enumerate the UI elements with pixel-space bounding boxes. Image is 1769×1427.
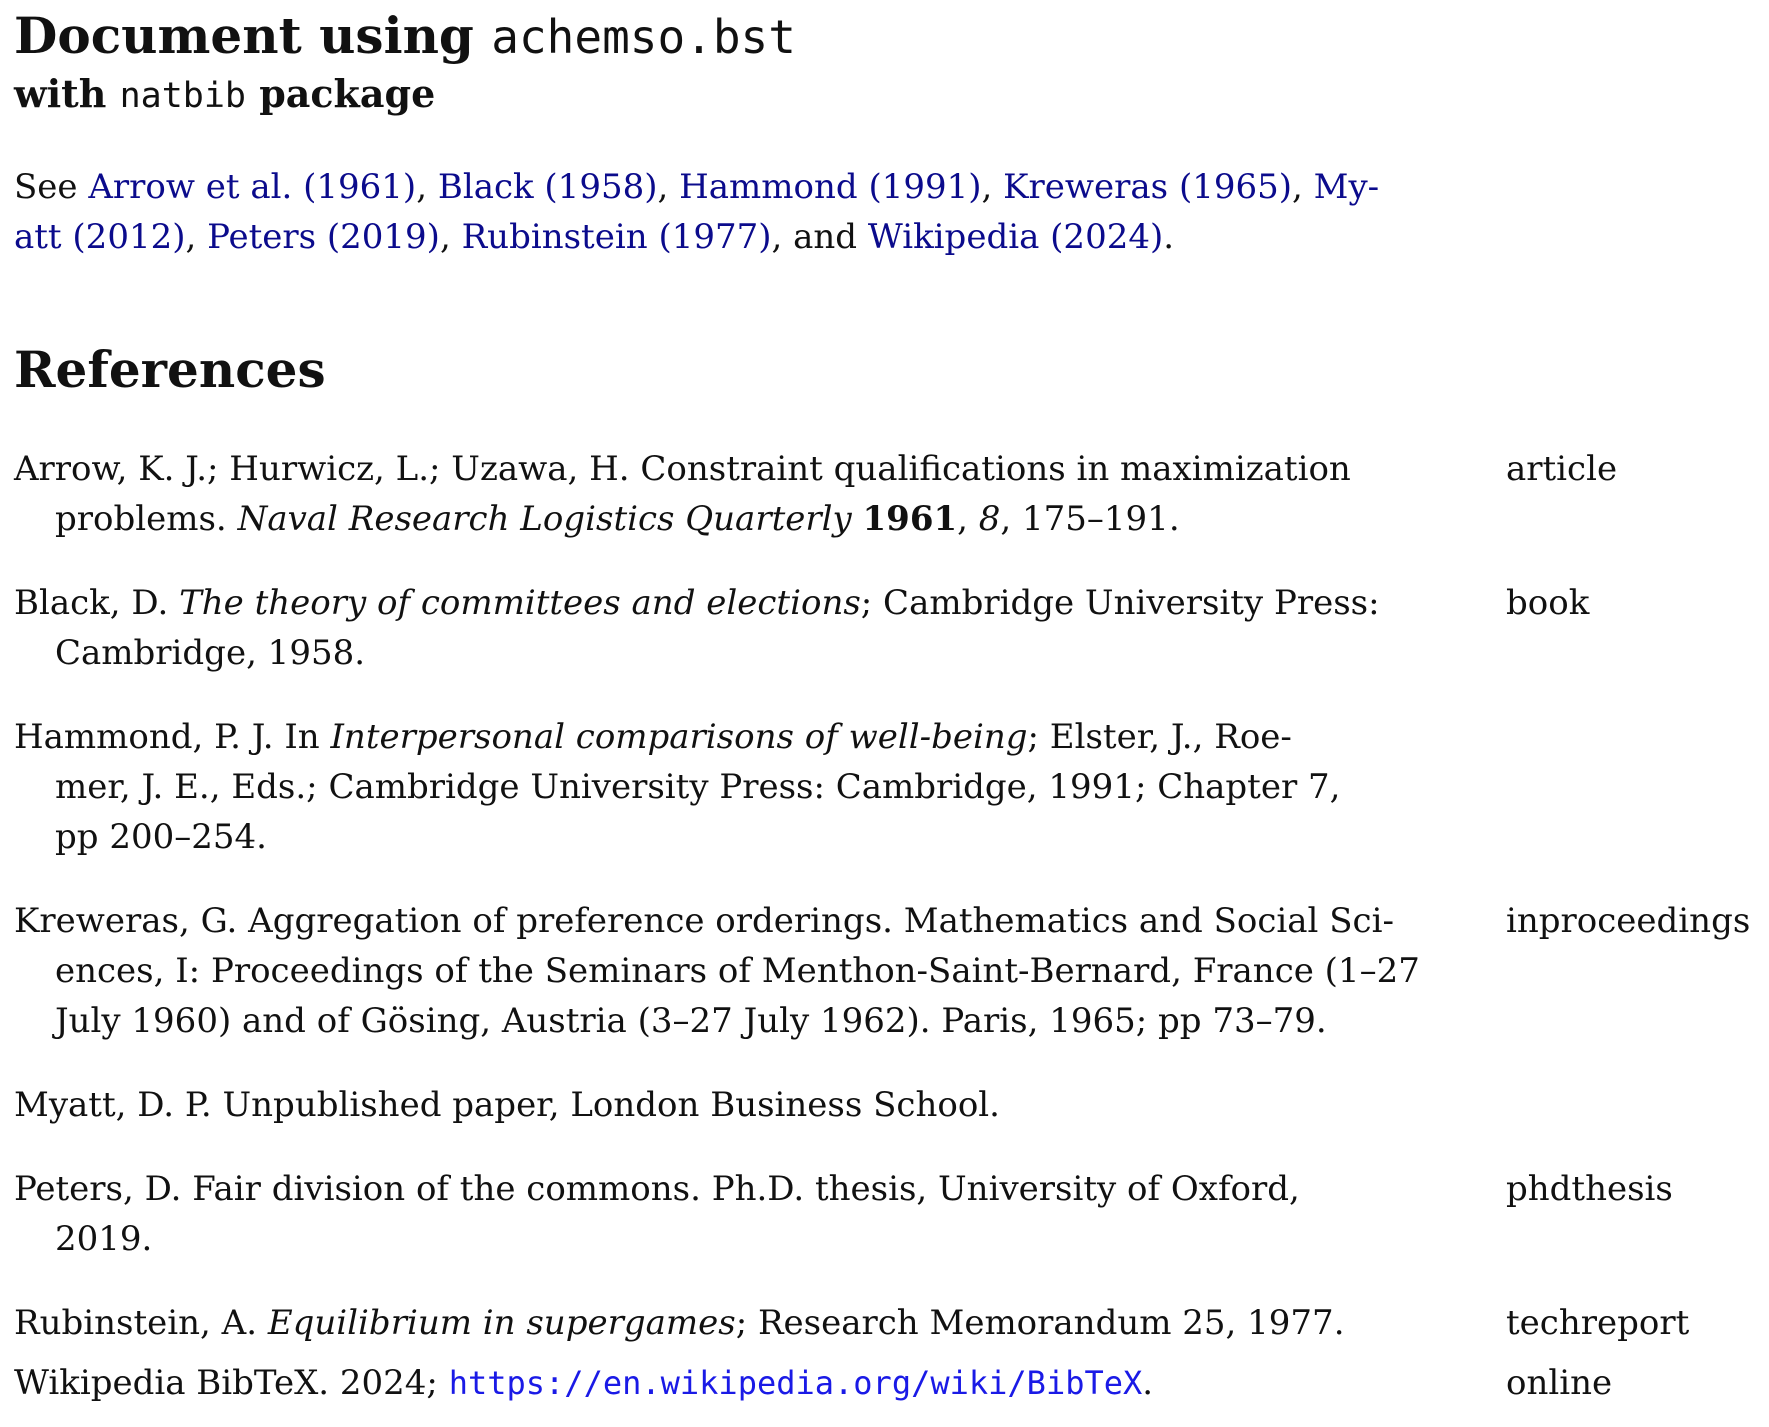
- subtitle-code: natbib: [119, 76, 246, 116]
- reference-line: problems. Naval Research Logistics Quarterly 1961, 8, 175–191.: [55, 499, 1180, 539]
- wikipedia-url-link[interactable]: https://en.wikipedia.org/wiki/BibTeX: [448, 1364, 1143, 1402]
- reference-year: 1961: [862, 499, 958, 539]
- intro-line-2: att (2012), Peters (2019), Rubinstein (1977), and Wikipedia (2024).: [14, 217, 1175, 257]
- reference-line: ences, I: Proceedings of the Seminars of Menthon-Saint-Bernard, France (1–27: [55, 951, 1420, 991]
- reference-line: July 1960) and of Gösing, Austria (3–27 July 1962). Paris, 1965; pp 73–79.: [55, 1001, 1327, 1041]
- reference-black: [14, 578, 1590, 678]
- citation-black[interactable]: Black (1958): [437, 167, 658, 207]
- reference-hammond: [14, 712, 1460, 862]
- entry-type-label: online: [1506, 1363, 1613, 1403]
- entry-type-label: phdthesis: [1506, 1169, 1673, 1209]
- document-subtitle: [14, 68, 435, 122]
- reference-line: Kreweras, G. Aggregation of preference orderings. Mathematics and Social Sci-: [14, 901, 1394, 941]
- reference-line: mer, J. E., Eds.; Cambridge University Press: Cambridge, 1991; Chapter 7,: [55, 767, 1341, 807]
- book-title: Interpersonal comparisons of well-being: [330, 717, 1028, 757]
- reference-line: Rubinstein, A. Equilibrium in supergames; Research Memorandum 25, 1977.: [14, 1303, 1345, 1343]
- citation-myatt-part2[interactable]: att (2012): [14, 217, 186, 257]
- entry-type-label: book: [1506, 583, 1590, 623]
- reference-volume: 8: [978, 499, 1001, 539]
- reference-line: Peters, D. Fair division of the commons. Ph.D. thesis, University of Oxford,: [14, 1169, 1300, 1209]
- reference-line: 2019.: [55, 1219, 153, 1259]
- reference-arrow: [14, 444, 1618, 544]
- intro-lead: See: [14, 167, 89, 207]
- citation-arrow[interactable]: Arrow et al. (1961): [88, 167, 417, 207]
- citation-hammond[interactable]: Hammond (1991): [679, 167, 982, 207]
- reference-line: Cambridge, 1958.: [55, 633, 366, 673]
- subtitle-prefix: with: [14, 71, 120, 116]
- citation-peters[interactable]: Peters (2019): [207, 217, 440, 257]
- citation-rubinstein[interactable]: Rubinstein (1977): [461, 217, 772, 257]
- report-title: Equilibrium in supergames: [267, 1303, 736, 1343]
- book-title: The theory of committees and elections: [179, 583, 861, 623]
- reference-line: Myatt, D. P. Unpublished paper, London Business School.: [14, 1085, 1000, 1125]
- document-title: [14, 4, 796, 69]
- subtitle-suffix: package: [246, 71, 436, 116]
- reference-line: Black, D. The theory of committees and elections; Cambridge University Press:: [14, 583, 1380, 623]
- entry-type-label: article: [1506, 449, 1618, 489]
- intro-line-1: See Arrow et al. (1961), Black (1958), Hammond (1991), Kreweras (1965), My-: [14, 167, 1380, 207]
- reference-peters: [14, 1164, 1673, 1264]
- citation-myatt-part1[interactable]: My-: [1313, 167, 1380, 207]
- references-heading: References: [14, 340, 326, 399]
- citation-kreweras[interactable]: Kreweras (1965): [1003, 167, 1293, 207]
- intro-paragraph: [14, 162, 1474, 262]
- journal-name: Naval Research Logistics Quarterly: [237, 499, 852, 539]
- entry-type-label: inproceedings: [1506, 901, 1751, 941]
- reference-kreweras: [14, 896, 1751, 1046]
- reference-line: Wikipedia BibTeX. 2024; https://en.wikipedia.org/wiki/BibTeX.: [14, 1363, 1154, 1403]
- reference-line: Hammond, P. J. In Interpersonal comparisons of well-being; Elster, J., Roe-: [14, 717, 1292, 757]
- entry-type-label: techreport: [1506, 1303, 1690, 1343]
- reference-rubinstein: [14, 1298, 1690, 1348]
- title-text: Document using: [14, 6, 492, 65]
- reference-myatt: [14, 1080, 1460, 1130]
- title-code: achemso.bst: [491, 10, 796, 64]
- reference-line: Arrow, K. J.; Hurwicz, L.; Uzawa, H. Constraint qualifications in maximization: [14, 449, 1351, 489]
- reference-wikipedia: [14, 1358, 1613, 1408]
- reference-line: pp 200–254.: [55, 817, 267, 857]
- citation-wikipedia[interactable]: Wikipedia (2024): [867, 217, 1164, 257]
